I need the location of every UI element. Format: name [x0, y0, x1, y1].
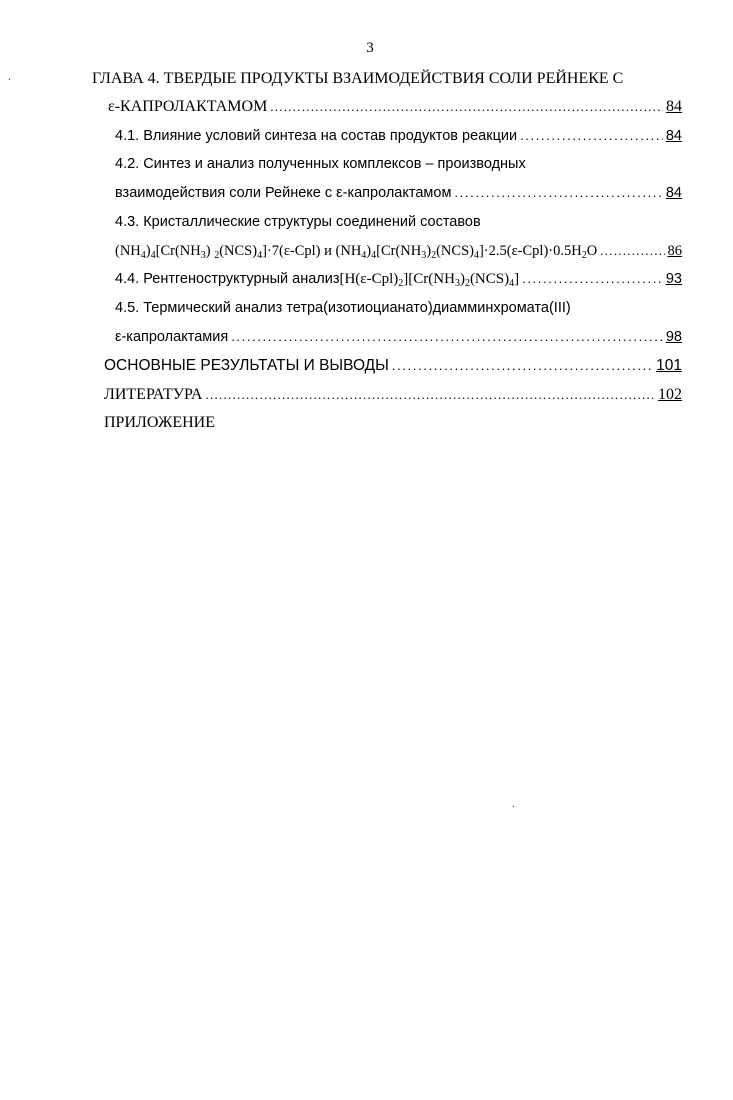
dot-leader [231, 326, 663, 348]
toc-results[interactable] [104, 355, 682, 377]
toc-section-4-2-title-2: взаимодействия соли Рейнеке с ε-капролактамом [115, 185, 452, 201]
toc-literature-title: ЛИТЕРАТУРА [104, 386, 203, 403]
toc-section-4-2-page[interactable]: 84 [665, 185, 682, 201]
toc-section-4-3-page[interactable]: 86 [667, 243, 682, 259]
page-number: 3 [366, 40, 374, 56]
toc-literature[interactable] [104, 384, 682, 406]
formula-4-4: $[H(\varepsilon-Cpl)_2][Cr(NH_3)_2(NCS)_4]$ [339, 271, 520, 289]
toc-results-page[interactable]: 101 [656, 357, 682, 374]
toc-section-4-5-page[interactable]: 98 [665, 329, 682, 345]
toc-section-4-5-line1[interactable] [115, 297, 571, 319]
toc-literature-page[interactable]: 102 [658, 386, 682, 403]
toc-section-4-5-line2[interactable] [115, 326, 682, 348]
toc-chapter4-line1[interactable] [92, 68, 623, 90]
toc-section-4-2-line1[interactable] [115, 153, 526, 175]
toc-section-4-2-title-1: 4.2. Синтез и анализ полученных комплексов – производных [115, 156, 526, 172]
toc-appendix-title: ПРИЛОЖЕНИЕ [104, 414, 216, 431]
toc-appendix[interactable] [104, 412, 215, 434]
toc-section-4-1-page[interactable]: 84 [665, 128, 682, 144]
toc-section-4-4-title: 4.4. Рентгеноструктурный анализ [115, 271, 340, 287]
toc-section-4-3-line2[interactable] [115, 240, 682, 262]
toc-section-4-5-title-2: ε-капролактамия [115, 329, 229, 345]
toc-chapter4-title-1: ГЛАВА 4. ТВЕРДЫЕ ПРОДУКТЫ ВЗАИМОДЕЙСТВИЯ СОЛИ РЕЙНЕКЕ С [92, 70, 624, 87]
toc-section-4-5-title-1: 4.5. Термический анализ тетра(изотиоцианато)диамминхромата(III) [115, 300, 571, 316]
formula-4-3: $(NH_4)_4[Cr(NH_3)$ $_2(NCS)_4]\cdot 7(\varepsilon-Cpl)$ и $(NH_4)_4[Cr(NH_3)_2(NCS)_4]\cdot 2.5(\varepsilon-Cpl)\cdot 0.5H_2O$ [115, 243, 598, 261]
dot-leader [392, 355, 653, 377]
dot-leader [454, 182, 662, 204]
toc-section-4-1[interactable] [115, 125, 682, 147]
toc-results-title: ОСНОВНЫЕ РЕЗУЛЬТАТЫ И ВЫВОДЫ [104, 357, 389, 374]
dot-leader [270, 96, 663, 118]
toc-chapter4-line2[interactable] [108, 96, 682, 118]
toc-section-4-3-line1[interactable] [115, 211, 481, 233]
toc-section-4-2-line2[interactable] [115, 182, 682, 204]
toc-section-4-4-page[interactable]: 93 [665, 271, 682, 287]
dot-leader [522, 268, 663, 290]
toc-section-4-3-title-1: 4.3. Кристаллические структуры соединений составов [115, 214, 481, 230]
toc-chapter4-page[interactable]: 84 [666, 98, 682, 115]
toc-section-4-4[interactable] [115, 268, 682, 290]
dot-leader [600, 240, 664, 262]
toc-chapter4-title-2: ε-КАПРОЛАКТАМОМ [108, 98, 268, 115]
scan-dot: . [512, 796, 515, 810]
scan-dot: . [8, 69, 11, 83]
dot-leader [520, 125, 663, 147]
toc-section-4-1-title: 4.1. Влияние условий синтеза на состав продуктов реакции [115, 128, 518, 144]
dot-leader [205, 384, 655, 406]
